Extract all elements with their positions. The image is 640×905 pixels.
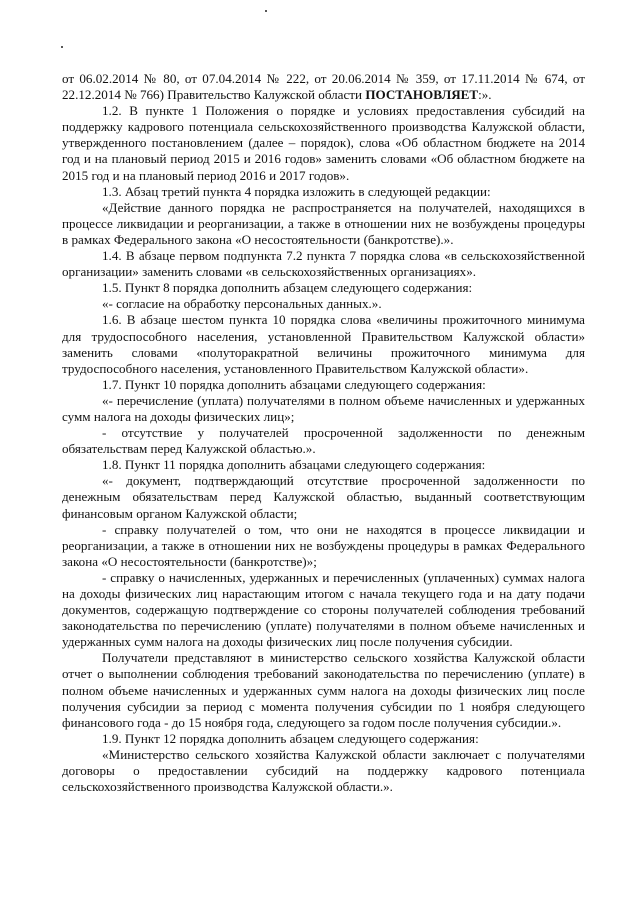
paragraph-text: 1.3. Абзац третий пункта 4 порядка изложить в следующей редакции: bbox=[102, 183, 491, 199]
paragraph-text: 1.8. Пункт 11 порядка дополнить абзацами следующего содержания: bbox=[102, 457, 486, 473]
paragraph-p12 bbox=[62, 473, 585, 521]
paragraph-text: - справку получателей о том, что они не находятся в процессе ликвидации и реорганизации, а также в отношении них не возбуждены процедуры в рамках Федерального закона «О несостоятельности (банкротстве)»; bbox=[62, 521, 585, 569]
paragraph-text: - отсутствие у получателей просроченной задолженности по денежным обязательствам перед Калужской областью.». bbox=[62, 425, 585, 457]
paragraph-text: 1.6. В абзаце шестом пункта 10 порядка слова «величины прожиточного минимума для трудоспособного населения, установленной Правительством Калужской области» заменить словами «полуторакратной величины прожиточного минимума для трудоспособного населения, установленного Правительством Калужской области». bbox=[62, 312, 585, 376]
paragraph-text: 1.2. В пункте 1 Положения о порядке и условиях предоставления субсидий на поддержку кадрового потенциала сельскохозяйственного производства Калужской области, утвержденного постановлением (далее – порядок), слова «Об областном бюджете на 2014 год и на плановый период 2015 и 2016 годов» заменить словами «Об областном бюджете на 2015 год и на плановый период 2016 и 2017 годов». bbox=[62, 103, 585, 183]
paragraph-text: «Министерство сельского хозяйства Калужской области заключает с получателями договоры о предоставлении субсидий на поддержку кадрового потенциала сельскохозяйственного производства Калужской области.». bbox=[62, 746, 585, 795]
paragraph-text: «- перечисление (уплата) получателями в полном объеме начисленных и удержанных сумм налога на доходы физических лиц»; bbox=[62, 392, 585, 424]
paragraph-p13 bbox=[62, 522, 585, 570]
paragraph-text: «- согласие на обработку персональных данных.». bbox=[102, 296, 382, 312]
paragraph-text: 1.5. Пункт 8 порядка дополнить абзацем следующего содержания: bbox=[102, 280, 473, 296]
paragraph-p8 bbox=[62, 377, 585, 393]
paragraph-p17 bbox=[62, 747, 585, 795]
paragraph-text: 1.7. Пункт 10 порядка дополнить абзацами следующего содержания: bbox=[102, 376, 486, 392]
paragraph-p2 bbox=[62, 184, 585, 200]
paragraph-p4 bbox=[62, 248, 585, 280]
paragraph-text: «- документ, подтверждающий отсутствие просроченной задолженности по денежным обязательствам перед Калужской областью, выданный соответствующим финансовым органом Калужской области; bbox=[62, 473, 585, 521]
bold-text: ПОСТАНОВЛЯЕТ bbox=[365, 87, 479, 103]
paragraph-p16 bbox=[62, 731, 585, 747]
paragraph-text: от 06.02.2014 № 80, от 07.04.2014 № 222, от 20.06.2014 № 359, от 17.11.2014 № 674, от 22.12.2014 № 766) Правительство Калужской области bbox=[62, 71, 585, 103]
paragraph-text: 1.4. В абзаце первом подпункта 7.2 пункта 7 порядка слова «в сельскохозяйственной организации» заменить словами «в сельскохозяйственных организациях». bbox=[62, 248, 585, 280]
paragraph-p10 bbox=[62, 425, 585, 457]
paragraph-p1 bbox=[62, 103, 585, 183]
scan-speck-top bbox=[265, 10, 267, 12]
paragraph-p3 bbox=[62, 200, 585, 248]
paragraph-text: «Действие данного порядка не распространяется на получателей, находящихся в процессе ликвидации и реорганизации, а также в отношении них не возбуждены процедуры в рамках Федерального закона «О несостоятельности (банкротстве).». bbox=[62, 199, 585, 247]
paragraph-text: Получатели представляют в министерство сельского хозяйства Калужской области отчет о выполнении соблюдения требований законодательства по перечислению (уплате) в полном объеме начисленных и удержанных сумм налога на доходы физических лиц после получения субсидии за период с момента получения субсидии по 1 ноября следующего финансового года - до 15 ноября года, следующего за годом после получения субсидии.». bbox=[62, 650, 585, 730]
paragraph-text: :». bbox=[478, 87, 492, 103]
document-body bbox=[62, 71, 585, 795]
paragraph-p14 bbox=[62, 570, 585, 650]
paragraph-p9 bbox=[62, 393, 585, 425]
paragraph-p15 bbox=[62, 650, 585, 730]
paragraph-p0 bbox=[62, 71, 585, 103]
paragraph-p11 bbox=[62, 457, 585, 473]
paragraph-text: - справку о начисленных, удержанных и перечисленных (уплаченных) суммах налога на доходы физических лиц нарастающим итогом с начала текущего года и на дату подачи документов, содержащую подтверждение со стороны получателей соблюдения требований законодательства по перечислению (уплате) получателями в полном объеме начисленных и удержанных сумм налога на доходы физических лиц после получения субсидии. bbox=[62, 569, 585, 650]
paragraph-text: 1.9. Пункт 12 порядка дополнить абзацем следующего содержания: bbox=[102, 730, 479, 746]
paragraph-p6 bbox=[62, 296, 585, 312]
paragraph-p5 bbox=[62, 280, 585, 296]
paragraph-p7 bbox=[62, 312, 585, 376]
scan-speck-left bbox=[61, 46, 63, 48]
